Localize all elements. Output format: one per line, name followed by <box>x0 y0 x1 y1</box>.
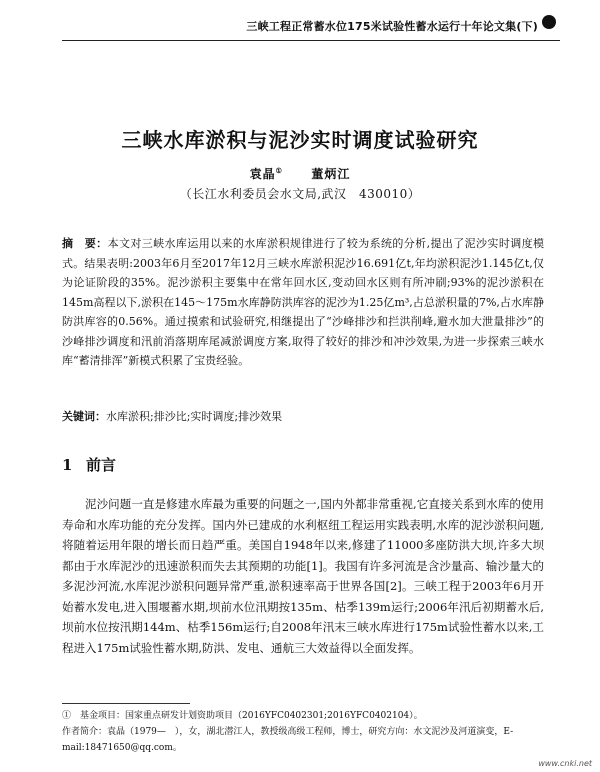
footnote-rule <box>62 703 190 704</box>
section-body: 泥沙问题一直是修建水库最为重要的问题之一,国内外都非常重视,它直接关系到水库的使用寿命和水库功能的充分发挥。国内外已建成的水利枢纽工程运用实践表明,水库的泥沙淤积问题,将随着运用年限的增长而日趋严重。美国自1948年以来,修建了11000多座防洪大坝,许多大坝都由于水库泥沙的迅速淤积而失去其预期的功能[1]。我国有许多河流是含沙量高、输沙量大的多泥沙河流,水库泥沙淤积问题异常严重,淤积速率高于世界各国[2]。三峡工程于2003年6月开始蓄水发电,进入围堰蓄水期,坝前水位汛期按135m、枯季139m运行;2006年汛后初期蓄水后,坝前水位按汛期144m、枯季156m运行;自2008年汛末三峡水库进行175m试验性蓄水以来,工程进入175m试验性蓄水期,防洪、发电、通航三大效益得以全面发挥。 <box>62 497 544 655</box>
abstract-label: 摘 要： <box>62 237 108 250</box>
running-head: 三峡工程正常蓄水位175米试验性蓄水运行十年论文集(下) <box>246 20 538 33</box>
header-rule <box>62 40 560 41</box>
keywords-label: 关键词： <box>62 410 106 423</box>
watermark: www.cnki.net <box>538 759 592 768</box>
footnote-fund: ① 基金项目：国家重点研发计划资助项目（2016YFC0402301;2016YFC0402104）。 <box>62 711 423 721</box>
author-line <box>0 165 600 182</box>
running-head-mark-icon <box>542 15 556 29</box>
section-title: 前言 <box>86 456 117 474</box>
section-number: 1 <box>62 456 73 474</box>
paper-title: 三峡水库淤积与泥沙实时调度试验研究 <box>121 128 479 152</box>
keywords-text: 水库淤积;排沙比;实时调度;排沙效果 <box>106 410 283 423</box>
keywords <box>62 408 544 426</box>
affiliation: （长江水利委员会水文局,武汉 430010） <box>179 187 421 201</box>
section-heading <box>62 454 116 475</box>
author-1-footnote-mark: ① <box>275 166 283 175</box>
author-2: 董炳江 <box>311 167 351 181</box>
abstract <box>62 234 544 371</box>
abstract-text: 本文对三峡水库运用以来的水库淤积规律进行了较为系统的分析,提出了泥沙实时调度模式。结果表明:2003年6月至2017年12月三峡水库淤积泥沙16.691亿t,年均淤积泥沙1.145亿t,仅为论证阶段的35%。泥沙淤积主要集中在常年回水区,变动回水区则有所冲刷;93%的泥沙淤积在145m高程以下,淤积在145～175m水库静防洪库容的泥沙为1.25亿m³,占总淤积量的7%,占水库静防洪库容的0.56%。通过摸索和试验研究,相继提出了“沙峰排沙和拦洪削峰,避水加大泄量排沙”的沙峰排沙调度和汛前消落期库尾减淤调度方案,取得了较好的排沙和冲沙效果,为进一步探索三峡水库“蓄清排浑”新模式积累了宝贵经验。 <box>62 237 545 367</box>
author-1: 袁晶 <box>249 167 276 181</box>
footnotes <box>62 708 544 756</box>
footnote-author-bio: 作者简介：袁晶（1979— ），女，湖北潜江人，教授级高级工程师，博士，研究方向：水文泥沙及河道演变，E-mail:18471650@qq.com。 <box>62 727 514 753</box>
